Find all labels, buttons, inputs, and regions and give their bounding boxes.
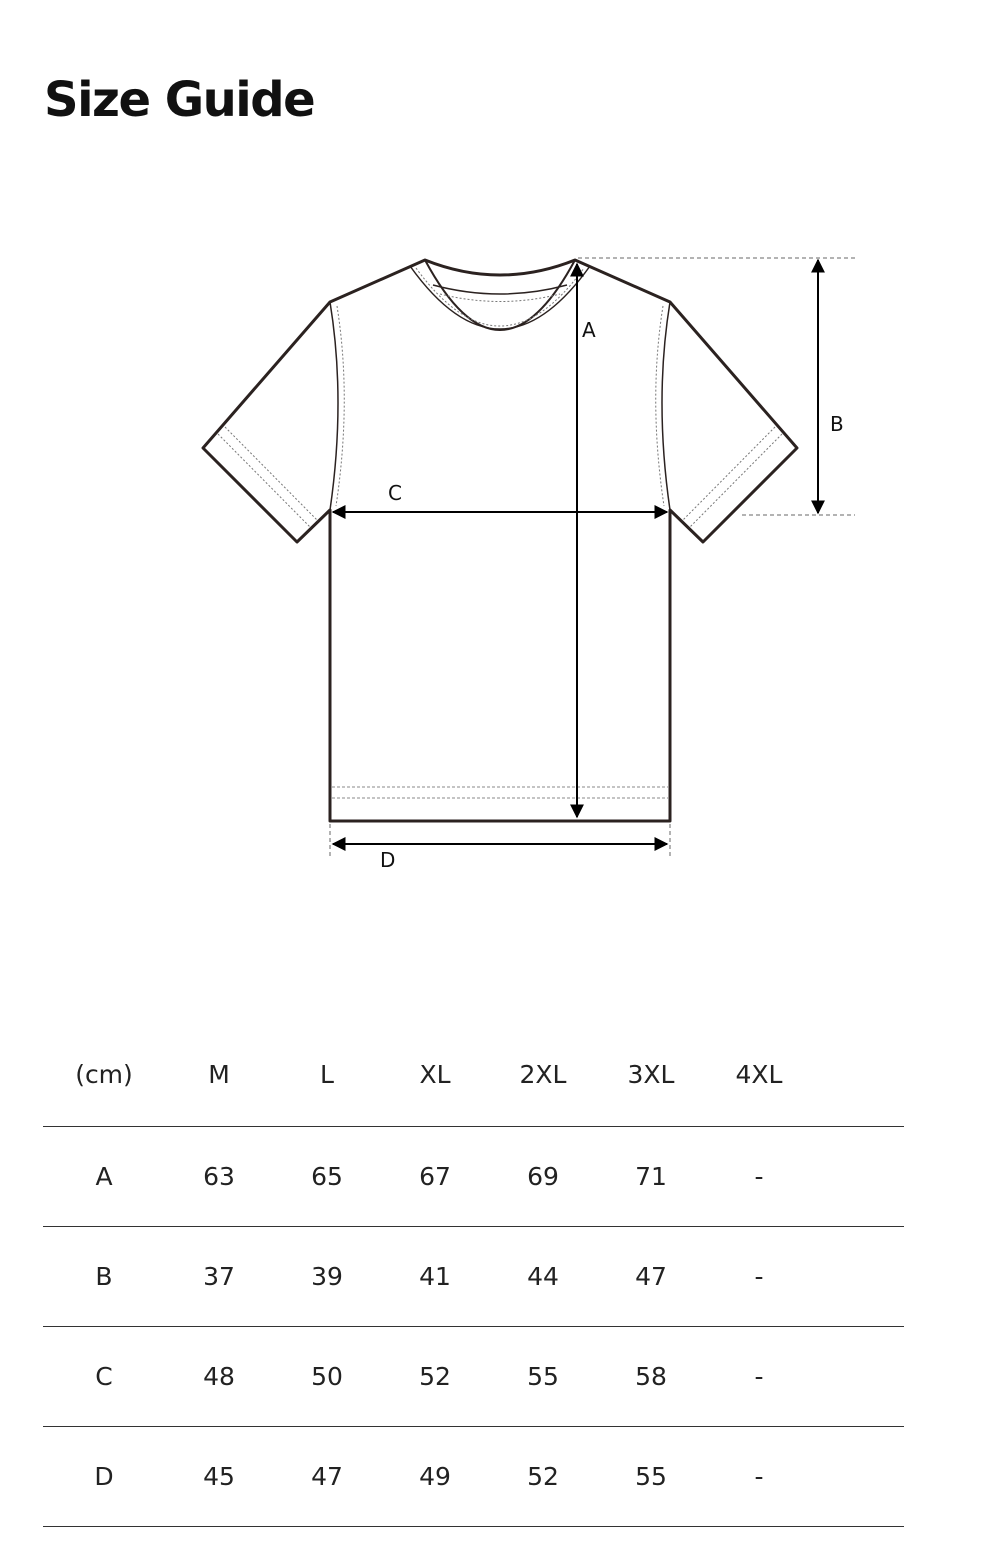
table-row: [43, 1227, 904, 1327]
size-header-3xl: 3XL: [627, 1059, 675, 1089]
table-cell: 45: [203, 1462, 235, 1491]
size-header-2xl: 2XL: [519, 1059, 567, 1089]
table-row: [43, 1427, 904, 1527]
table-cell: 71: [635, 1162, 667, 1191]
unit-label: (cm): [75, 1059, 133, 1089]
table-cell: 48: [203, 1362, 235, 1391]
table-cell: 52: [527, 1462, 559, 1491]
measure-b-label: B: [830, 412, 844, 436]
table-spacer: [813, 1127, 904, 1227]
size-table: [43, 1022, 904, 1527]
table-row: [43, 1327, 904, 1427]
table-cell: 47: [635, 1262, 667, 1291]
table-cell: 69: [527, 1162, 559, 1191]
measure-c-label: C: [388, 481, 402, 505]
table-spacer: [813, 1227, 904, 1327]
size-header-l: L: [320, 1059, 334, 1089]
table-cell: 67: [419, 1162, 451, 1191]
table-spacer: [813, 1327, 904, 1427]
table-cell: 58: [635, 1362, 667, 1391]
table-cell: 63: [203, 1162, 235, 1191]
table-cell: 55: [635, 1462, 667, 1491]
row-label: A: [95, 1162, 113, 1191]
row-label: C: [95, 1362, 113, 1391]
table-cell: 52: [419, 1362, 451, 1391]
measure-d-label: D: [380, 848, 396, 872]
table-row: [43, 1127, 904, 1227]
size-header-4xl: 4XL: [735, 1059, 783, 1089]
table-cell: 55: [527, 1362, 559, 1391]
table-cell: -: [754, 1362, 764, 1391]
table-spacer: [813, 1427, 904, 1527]
measure-a-label: A: [582, 318, 596, 342]
table-cell: 50: [311, 1362, 343, 1391]
table-cell: 65: [311, 1162, 343, 1191]
row-label: D: [94, 1462, 114, 1491]
size-header-m: M: [208, 1059, 230, 1089]
size-header-row: [43, 1022, 904, 1127]
table-cell: 37: [203, 1262, 235, 1291]
table-cell: 47: [311, 1462, 343, 1491]
table-cell: 41: [419, 1262, 451, 1291]
table-cell: -: [754, 1462, 764, 1491]
table-cell: 39: [311, 1262, 343, 1291]
table-cell: -: [754, 1262, 764, 1291]
tshirt-outline: [203, 260, 797, 821]
row-label: B: [95, 1262, 113, 1291]
table-spacer: [813, 1022, 904, 1127]
size-header-xl: XL: [419, 1059, 451, 1089]
table-cell: -: [754, 1162, 764, 1191]
table-cell: 44: [527, 1262, 559, 1291]
table-cell: 49: [419, 1462, 451, 1491]
page-title: Size Guide: [44, 72, 315, 128]
